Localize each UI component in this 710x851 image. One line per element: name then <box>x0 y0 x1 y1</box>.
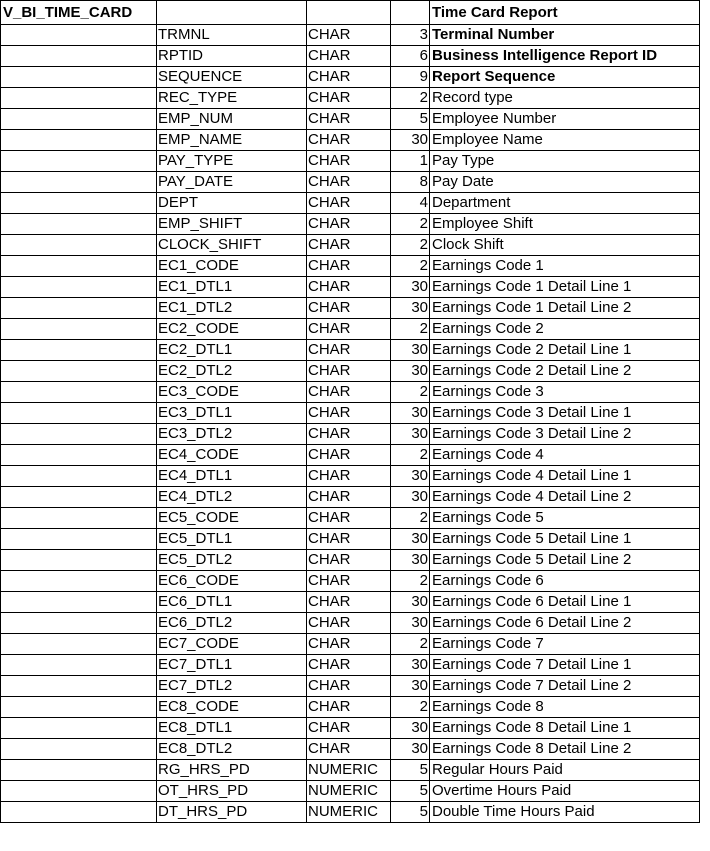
field-type-cell[interactable]: CHAR <box>307 277 391 298</box>
view-cell[interactable] <box>1 382 157 403</box>
field-description-cell[interactable]: Earnings Code 4 <box>430 445 700 466</box>
field-description-cell[interactable]: Pay Date <box>430 172 700 193</box>
field-description-cell[interactable]: Department <box>430 193 700 214</box>
field-description-cell[interactable]: Earnings Code 3 Detail Line 1 <box>430 403 700 424</box>
field-name-cell[interactable]: EC1_CODE <box>157 256 307 277</box>
view-cell[interactable] <box>1 655 157 676</box>
field-description-cell[interactable]: Earnings Code 8 Detail Line 1 <box>430 718 700 739</box>
field-length-cell[interactable]: 2 <box>391 571 430 592</box>
view-cell[interactable] <box>1 214 157 235</box>
field-type-cell[interactable]: CHAR <box>307 193 391 214</box>
view-cell[interactable] <box>1 340 157 361</box>
table-row <box>1 403 700 424</box>
field-name-cell[interactable]: EC8_DTL1 <box>157 718 307 739</box>
view-cell[interactable] <box>1 361 157 382</box>
field-name-cell[interactable]: DEPT <box>157 193 307 214</box>
field-description-cell[interactable]: Earnings Code 5 <box>430 508 700 529</box>
field-type-cell[interactable]: CHAR <box>307 739 391 760</box>
field-length-cell[interactable]: 2 <box>391 445 430 466</box>
field-length-cell[interactable]: 8 <box>391 172 430 193</box>
view-cell[interactable] <box>1 634 157 655</box>
table-row <box>1 445 700 466</box>
table-row <box>1 760 700 781</box>
view-cell[interactable] <box>1 88 157 109</box>
field-description-cell[interactable]: Pay Type <box>430 151 700 172</box>
field-length-cell[interactable]: 30 <box>391 466 430 487</box>
table-row <box>1 25 700 46</box>
field-type-cell[interactable]: CHAR <box>307 466 391 487</box>
field-length-cell[interactable]: 2 <box>391 88 430 109</box>
table-row <box>1 676 700 697</box>
field-description-cell[interactable]: Overtime Hours Paid <box>430 781 700 802</box>
field-description-cell[interactable]: Earnings Code 7 Detail Line 1 <box>430 655 700 676</box>
table-row <box>1 802 700 823</box>
field-name-cell[interactable]: EC6_DTL1 <box>157 592 307 613</box>
field-length-cell[interactable]: 1 <box>391 151 430 172</box>
field-description-cell[interactable]: Earnings Code 2 Detail Line 2 <box>430 361 700 382</box>
field-description-cell[interactable]: Employee Name <box>430 130 700 151</box>
field-length-cell[interactable]: 30 <box>391 298 430 319</box>
table-row <box>1 151 700 172</box>
field-length-cell[interactable]: 2 <box>391 235 430 256</box>
field-length-cell[interactable]: 30 <box>391 403 430 424</box>
field-description-cell[interactable]: Earnings Code 3 <box>430 382 700 403</box>
view-cell[interactable] <box>1 613 157 634</box>
view-cell[interactable] <box>1 781 157 802</box>
field-name-cell[interactable]: EC5_DTL1 <box>157 529 307 550</box>
field-description-cell[interactable]: Earnings Code 2 Detail Line 1 <box>430 340 700 361</box>
field-name-cell[interactable]: EC8_CODE <box>157 697 307 718</box>
view-cell[interactable] <box>1 487 157 508</box>
field-name-cell[interactable]: EMP_NUM <box>157 109 307 130</box>
field-name-cell[interactable]: PAY_TYPE <box>157 151 307 172</box>
report-title-cell[interactable]: Time Card Report <box>430 1 700 25</box>
field-name-cell[interactable]: TRMNL <box>157 25 307 46</box>
field-description-cell[interactable]: Earnings Code 1 <box>430 256 700 277</box>
view-cell[interactable] <box>1 151 157 172</box>
table-row <box>1 319 700 340</box>
field-length-cell[interactable]: 3 <box>391 25 430 46</box>
table-row <box>1 130 700 151</box>
view-cell[interactable] <box>1 466 157 487</box>
field-type-cell[interactable]: CHAR <box>307 613 391 634</box>
view-cell[interactable] <box>1 718 157 739</box>
view-cell[interactable] <box>1 529 157 550</box>
field-description-cell[interactable]: Earnings Code 3 Detail Line 2 <box>430 424 700 445</box>
table-row <box>1 487 700 508</box>
empty-header-cell[interactable] <box>391 1 430 25</box>
table-row <box>1 46 700 67</box>
field-type-cell[interactable]: CHAR <box>307 172 391 193</box>
field-description-cell[interactable]: Earnings Code 5 Detail Line 2 <box>430 550 700 571</box>
field-length-cell[interactable]: 2 <box>391 634 430 655</box>
view-cell[interactable] <box>1 172 157 193</box>
field-length-cell[interactable]: 2 <box>391 697 430 718</box>
field-length-cell[interactable]: 30 <box>391 655 430 676</box>
field-description-cell[interactable]: Earnings Code 6 Detail Line 2 <box>430 613 700 634</box>
field-description-cell[interactable]: Earnings Code 7 <box>430 634 700 655</box>
field-description-cell[interactable]: Regular Hours Paid <box>430 760 700 781</box>
field-length-cell[interactable]: 30 <box>391 676 430 697</box>
view-cell[interactable] <box>1 67 157 88</box>
field-description-cell[interactable]: Earnings Code 6 <box>430 571 700 592</box>
field-name-cell[interactable]: CLOCK_SHIFT <box>157 235 307 256</box>
field-length-cell[interactable]: 30 <box>391 613 430 634</box>
table-row <box>1 172 700 193</box>
view-cell[interactable] <box>1 25 157 46</box>
field-type-cell[interactable]: CHAR <box>307 550 391 571</box>
field-type-cell[interactable]: CHAR <box>307 508 391 529</box>
field-description-cell[interactable]: Earnings Code 7 Detail Line 2 <box>430 676 700 697</box>
field-description-cell[interactable]: Earnings Code 1 Detail Line 1 <box>430 277 700 298</box>
field-description-cell[interactable]: Earnings Code 4 Detail Line 1 <box>430 466 700 487</box>
field-description-cell[interactable]: Earnings Code 4 Detail Line 2 <box>430 487 700 508</box>
field-length-cell[interactable]: 2 <box>391 256 430 277</box>
field-description-cell[interactable]: Business Intelligence Report ID <box>430 46 700 67</box>
field-name-cell[interactable]: EC7_CODE <box>157 634 307 655</box>
field-name-cell[interactable]: EC3_DTL1 <box>157 403 307 424</box>
field-type-cell[interactable]: CHAR <box>307 697 391 718</box>
field-name-cell[interactable]: REC_TYPE <box>157 88 307 109</box>
field-type-cell[interactable]: NUMERIC <box>307 781 391 802</box>
field-type-cell[interactable]: CHAR <box>307 361 391 382</box>
field-name-cell[interactable]: DT_HRS_PD <box>157 802 307 823</box>
field-type-cell[interactable]: CHAR <box>307 109 391 130</box>
field-type-cell[interactable]: CHAR <box>307 676 391 697</box>
field-definition-body <box>1 1 700 823</box>
field-type-cell[interactable]: CHAR <box>307 382 391 403</box>
field-type-cell[interactable]: CHAR <box>307 319 391 340</box>
field-length-cell[interactable]: 30 <box>391 424 430 445</box>
table-row <box>1 298 700 319</box>
field-length-cell[interactable]: 5 <box>391 802 430 823</box>
field-name-cell[interactable]: EC6_DTL2 <box>157 613 307 634</box>
field-length-cell[interactable]: 30 <box>391 361 430 382</box>
view-cell[interactable] <box>1 130 157 151</box>
view-cell[interactable] <box>1 256 157 277</box>
view-cell[interactable] <box>1 109 157 130</box>
field-name-cell[interactable]: EC6_CODE <box>157 571 307 592</box>
field-type-cell[interactable]: CHAR <box>307 403 391 424</box>
field-name-cell[interactable]: EMP_NAME <box>157 130 307 151</box>
field-type-cell[interactable]: NUMERIC <box>307 760 391 781</box>
field-name-cell[interactable]: EC2_DTL2 <box>157 361 307 382</box>
field-length-cell[interactable]: 2 <box>391 382 430 403</box>
field-length-cell[interactable]: 30 <box>391 529 430 550</box>
table-row <box>1 529 700 550</box>
table-row <box>1 613 700 634</box>
field-name-cell[interactable]: EC7_DTL2 <box>157 676 307 697</box>
table-row <box>1 277 700 298</box>
table-row <box>1 193 700 214</box>
view-cell[interactable] <box>1 571 157 592</box>
header-row <box>1 1 700 25</box>
field-name-cell[interactable]: EC4_DTL1 <box>157 466 307 487</box>
view-cell[interactable] <box>1 424 157 445</box>
view-cell[interactable] <box>1 760 157 781</box>
field-length-cell[interactable]: 30 <box>391 277 430 298</box>
view-cell[interactable] <box>1 319 157 340</box>
field-description-cell[interactable]: Report Sequence <box>430 67 700 88</box>
view-cell[interactable] <box>1 592 157 613</box>
view-cell[interactable] <box>1 403 157 424</box>
field-name-cell[interactable]: EC2_CODE <box>157 319 307 340</box>
empty-header-cell[interactable] <box>307 1 391 25</box>
field-name-cell[interactable]: EC3_DTL2 <box>157 424 307 445</box>
field-name-cell[interactable]: EC5_CODE <box>157 508 307 529</box>
field-description-cell[interactable]: Record type <box>430 88 700 109</box>
table-row <box>1 508 700 529</box>
field-length-cell[interactable]: 30 <box>391 340 430 361</box>
table-row <box>1 550 700 571</box>
view-cell[interactable] <box>1 802 157 823</box>
field-length-cell[interactable]: 30 <box>391 130 430 151</box>
field-name-cell[interactable]: EC3_CODE <box>157 382 307 403</box>
field-length-cell[interactable]: 2 <box>391 508 430 529</box>
field-length-cell[interactable]: 6 <box>391 46 430 67</box>
view-cell[interactable] <box>1 193 157 214</box>
field-name-cell[interactable]: OT_HRS_PD <box>157 781 307 802</box>
field-type-cell[interactable]: CHAR <box>307 298 391 319</box>
field-length-cell[interactable]: 30 <box>391 592 430 613</box>
field-name-cell[interactable]: EMP_SHIFT <box>157 214 307 235</box>
field-type-cell[interactable]: CHAR <box>307 655 391 676</box>
field-type-cell[interactable]: CHAR <box>307 529 391 550</box>
table-row <box>1 739 700 760</box>
view-cell[interactable] <box>1 298 157 319</box>
field-description-cell[interactable]: Clock Shift <box>430 235 700 256</box>
field-length-cell[interactable]: 30 <box>391 550 430 571</box>
field-length-cell[interactable]: 4 <box>391 193 430 214</box>
field-name-cell[interactable]: EC5_DTL2 <box>157 550 307 571</box>
field-type-cell[interactable]: CHAR <box>307 424 391 445</box>
field-description-cell[interactable]: Terminal Number <box>430 25 700 46</box>
field-name-cell[interactable]: EC7_DTL1 <box>157 655 307 676</box>
field-type-cell[interactable]: CHAR <box>307 487 391 508</box>
field-description-cell[interactable]: Earnings Code 1 Detail Line 2 <box>430 298 700 319</box>
field-name-cell[interactable]: RPTID <box>157 46 307 67</box>
field-length-cell[interactable]: 5 <box>391 781 430 802</box>
view-cell[interactable] <box>1 508 157 529</box>
field-description-cell[interactable]: Double Time Hours Paid <box>430 802 700 823</box>
field-type-cell[interactable]: CHAR <box>307 46 391 67</box>
table-row <box>1 718 700 739</box>
field-length-cell[interactable]: 2 <box>391 214 430 235</box>
field-type-cell[interactable]: NUMERIC <box>307 802 391 823</box>
view-name-cell[interactable]: V_BI_TIME_CARD <box>1 1 157 25</box>
field-name-cell[interactable]: EC1_DTL2 <box>157 298 307 319</box>
field-description-cell[interactable]: Earnings Code 6 Detail Line 1 <box>430 592 700 613</box>
field-description-cell[interactable]: Earnings Code 8 Detail Line 2 <box>430 739 700 760</box>
field-length-cell[interactable]: 30 <box>391 487 430 508</box>
field-description-cell[interactable]: Earnings Code 2 <box>430 319 700 340</box>
field-type-cell[interactable]: CHAR <box>307 340 391 361</box>
field-name-cell[interactable]: EC8_DTL2 <box>157 739 307 760</box>
table-row <box>1 382 700 403</box>
table-row <box>1 655 700 676</box>
field-type-cell[interactable]: CHAR <box>307 25 391 46</box>
field-type-cell[interactable]: CHAR <box>307 256 391 277</box>
field-type-cell[interactable]: CHAR <box>307 151 391 172</box>
view-cell[interactable] <box>1 550 157 571</box>
field-name-cell[interactable]: SEQUENCE <box>157 67 307 88</box>
field-length-cell[interactable]: 5 <box>391 760 430 781</box>
table-row <box>1 235 700 256</box>
view-cell[interactable] <box>1 445 157 466</box>
table-row <box>1 592 700 613</box>
field-length-cell[interactable]: 2 <box>391 319 430 340</box>
field-name-cell[interactable]: EC4_CODE <box>157 445 307 466</box>
table-row <box>1 88 700 109</box>
field-type-cell[interactable]: CHAR <box>307 235 391 256</box>
field-description-cell[interactable]: Employee Shift <box>430 214 700 235</box>
field-type-cell[interactable]: CHAR <box>307 130 391 151</box>
field-type-cell[interactable]: CHAR <box>307 592 391 613</box>
field-name-cell[interactable]: PAY_DATE <box>157 172 307 193</box>
field-type-cell[interactable]: CHAR <box>307 445 391 466</box>
field-type-cell[interactable]: CHAR <box>307 214 391 235</box>
field-name-cell[interactable]: RG_HRS_PD <box>157 760 307 781</box>
table-row <box>1 214 700 235</box>
empty-header-cell[interactable] <box>157 1 307 25</box>
field-description-cell[interactable]: Earnings Code 5 Detail Line 1 <box>430 529 700 550</box>
table-row <box>1 634 700 655</box>
field-length-cell[interactable]: 9 <box>391 67 430 88</box>
table-row <box>1 109 700 130</box>
field-type-cell[interactable]: CHAR <box>307 634 391 655</box>
table-row <box>1 256 700 277</box>
table-row <box>1 424 700 445</box>
field-type-cell[interactable]: CHAR <box>307 571 391 592</box>
table-row <box>1 466 700 487</box>
table-row <box>1 571 700 592</box>
table-row <box>1 697 700 718</box>
table-row <box>1 67 700 88</box>
field-type-cell[interactable]: CHAR <box>307 718 391 739</box>
view-cell[interactable] <box>1 235 157 256</box>
table-row <box>1 340 700 361</box>
table-row <box>1 781 700 802</box>
field-length-cell[interactable]: 30 <box>391 739 430 760</box>
table-row <box>1 361 700 382</box>
field-length-cell[interactable]: 30 <box>391 718 430 739</box>
field-type-cell[interactable]: CHAR <box>307 67 391 88</box>
field-type-cell[interactable]: CHAR <box>307 88 391 109</box>
view-cell[interactable] <box>1 676 157 697</box>
field-name-cell[interactable]: EC1_DTL1 <box>157 277 307 298</box>
field-description-cell[interactable]: Employee Number <box>430 109 700 130</box>
field-length-cell[interactable]: 5 <box>391 109 430 130</box>
field-name-cell[interactable]: EC2_DTL1 <box>157 340 307 361</box>
field-name-cell[interactable]: EC4_DTL2 <box>157 487 307 508</box>
view-cell[interactable] <box>1 46 157 67</box>
field-description-cell[interactable]: Earnings Code 8 <box>430 697 700 718</box>
view-cell[interactable] <box>1 739 157 760</box>
view-cell[interactable] <box>1 697 157 718</box>
view-cell[interactable] <box>1 277 157 298</box>
